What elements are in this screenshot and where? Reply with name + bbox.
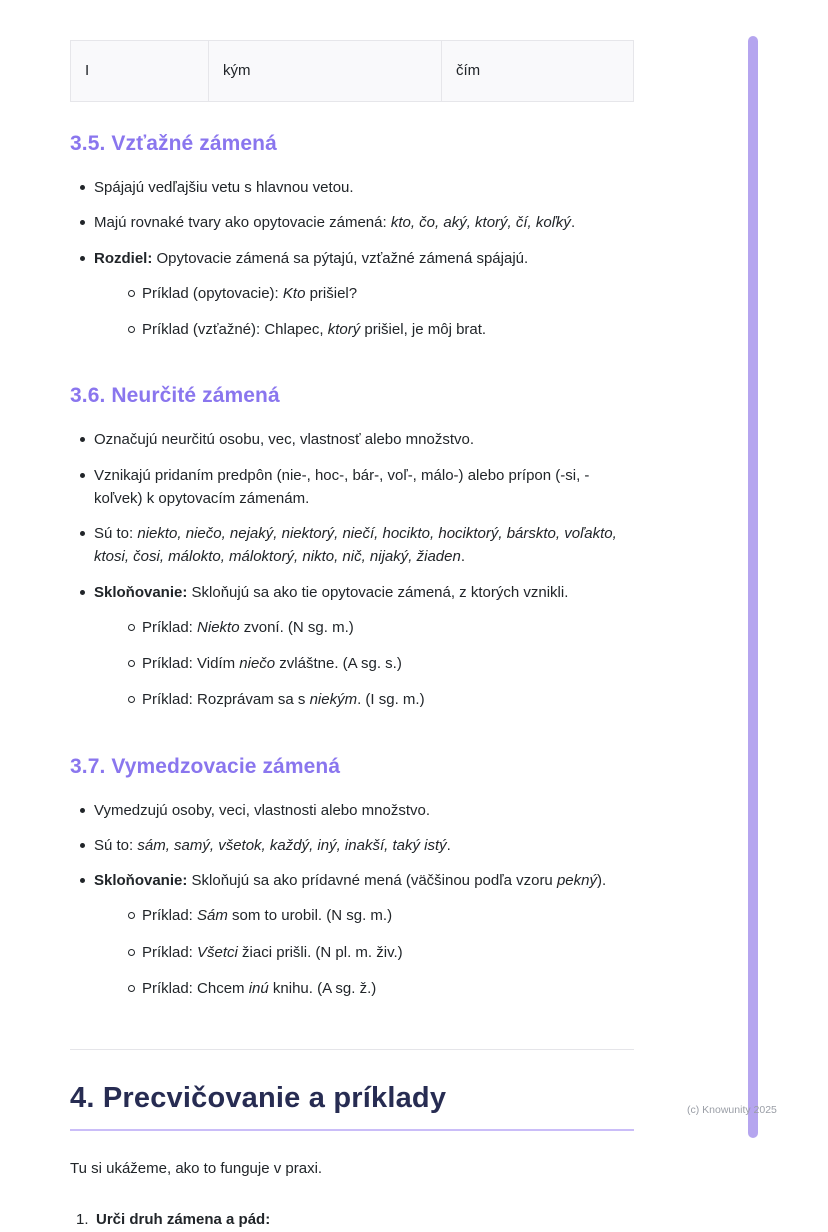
text-segment: prišiel? — [305, 284, 358, 302]
text-segment: Príklad (opytovacie): — [142, 284, 283, 302]
sub-list-item-text — [142, 652, 634, 675]
bullet-icon — [80, 247, 94, 270]
sub-bullet-icon — [128, 688, 142, 711]
bullet-icon — [80, 176, 94, 199]
sub-list-item — [128, 616, 634, 639]
bullet-icon — [80, 869, 94, 892]
text-segment: kto, čo, aký, ktorý, čí, koľký — [390, 214, 571, 232]
text-segment: zvoní. (N sg. m.) — [239, 618, 354, 636]
bullet-icon — [80, 834, 94, 857]
text-segment: Príklad: — [142, 618, 198, 636]
list-item — [70, 247, 634, 355]
sub-list-item — [128, 652, 634, 675]
list-item-text — [94, 581, 634, 725]
list-item-text — [94, 869, 634, 1013]
chapter-title-4: 4. Precvičovanie a príklady — [70, 1082, 634, 1131]
text-segment: Všetci — [197, 943, 238, 961]
sub-bullet-icon — [128, 904, 142, 927]
sub-list-item-text — [142, 616, 634, 639]
document-content — [70, 40, 634, 1232]
text-segment: Príklad: Vidím — [142, 655, 240, 672]
sublist — [128, 904, 634, 1000]
text-segment: Príklad (vzťažné): Chlapec, — [142, 321, 328, 338]
sub-list-item — [128, 941, 634, 964]
list-item-text — [94, 799, 634, 822]
list-item — [70, 464, 634, 511]
list-item-text — [94, 428, 634, 451]
text-segment: Spájajú vedľajšiu vetu s hlavnou vetou. — [94, 179, 354, 196]
bullet-icon — [80, 464, 94, 487]
text-segment: . — [570, 214, 576, 232]
list-number: 1. — [76, 1211, 89, 1229]
text-segment: Príklad: Chcem — [142, 979, 249, 997]
list-item — [70, 428, 634, 451]
table-cell-case: I — [71, 41, 209, 101]
text-segment: Príklad: Rozprávam sa s — [142, 691, 310, 709]
sub-list-item-text — [142, 688, 634, 711]
text-segment: Skloňovanie: — [94, 872, 188, 889]
text-segment: Skloňovanie: — [94, 583, 188, 601]
list-item-text — [94, 834, 634, 857]
text-segment: inú — [248, 979, 269, 997]
text-segment: Príklad: — [142, 907, 198, 925]
declension-table-fragment — [70, 40, 634, 102]
text-segment: ktorý — [327, 321, 361, 338]
text-segment: Príklad: — [142, 943, 198, 961]
sublist — [128, 282, 634, 342]
sub-bullet-icon — [128, 616, 142, 639]
list-item-line — [94, 584, 568, 601]
list-item — [70, 869, 634, 1013]
text-segment: niekto, niečo, nejaký, niektorý, niečí, hocikto, hociktorý, bárskto, voľakto, ktosi, čosi, málokto, máloktorý, nikto, nič, nijaký, žiaden — [94, 525, 617, 566]
table-cell: kým — [209, 41, 442, 101]
list-item — [70, 581, 634, 725]
list-item-text — [94, 247, 634, 355]
text-segment: . — [460, 548, 465, 566]
text-segment: . — [446, 836, 451, 854]
sub-list-item-text — [142, 977, 634, 1000]
section-title-3-6: 3.6. Neurčité zámená — [70, 384, 280, 408]
sub-list-item-text — [142, 282, 634, 305]
list-item — [70, 176, 634, 199]
sublist — [128, 616, 634, 712]
sub-list-item-text — [142, 318, 634, 341]
list-item-text — [94, 464, 634, 511]
text-segment: Sú to: — [94, 525, 138, 542]
text-segment: sám, samý, všetok, každý, iný, inakší, taký istý — [137, 836, 447, 854]
numbered-list-item — [70, 1208, 634, 1231]
sub-list-item — [128, 688, 634, 711]
sub-list-item — [128, 318, 634, 341]
sub-bullet-icon — [128, 318, 142, 341]
text-segment: Označujú neurčitú osobu, vec, vlastnosť alebo množstvo. — [94, 431, 474, 449]
section-title-3-7: 3.7. Vymedzovacie zámená — [70, 754, 341, 778]
sub-list-item — [128, 282, 634, 305]
section-divider — [70, 1049, 634, 1050]
text-segment: Niekto — [197, 618, 240, 636]
text-segment: Sám — [197, 907, 228, 925]
sub-bullet-icon — [128, 652, 142, 675]
table-cell: čím — [456, 62, 481, 79]
text-segment: Skloňujú sa ako tie opytovacie zámená, z ktorých vznikli. — [187, 583, 569, 601]
sub-list-item — [128, 904, 634, 927]
list-item-text — [94, 522, 634, 569]
text-segment: pekný — [556, 872, 597, 889]
sub-bullet-icon — [128, 977, 142, 1000]
sub-bullet-icon — [128, 941, 142, 964]
section-title-3-5: 3.5. Vzťažné zámená — [70, 132, 277, 155]
sub-list-item-text — [142, 941, 634, 964]
sub-bullet-icon — [128, 282, 142, 305]
numbered-item-text — [96, 1208, 634, 1231]
text-segment: . (I sg. m.) — [357, 691, 425, 709]
text-segment: som to urobil. (N sg. m.) — [227, 907, 393, 925]
text-segment: niečo — [239, 655, 276, 672]
sub-list-item — [128, 977, 634, 1000]
text-segment: Rozdiel: — [94, 249, 153, 267]
text-segment: prišiel, je môj brat. — [360, 321, 487, 338]
scrollbar-thumb[interactable] — [748, 36, 758, 1138]
text-segment: Skloňujú sa ako prídavné mená (väčšinou podľa vzoru — [187, 872, 557, 889]
text-segment: žiaci prišli. (N pl. m. živ.) — [237, 943, 403, 961]
text-segment: Opytovacie zámená sa pýtajú, vzťažné zámená spájajú. — [152, 249, 529, 267]
text-segment: Urči druh zámena a pád: — [96, 1211, 271, 1229]
list-item-text — [94, 176, 634, 199]
list-item-line — [94, 250, 528, 267]
bullet-icon — [80, 799, 94, 822]
text-segment: Vymedzujú osoby, veci, vlastnosti alebo množstvo. — [94, 801, 430, 819]
text-segment: Kto — [282, 284, 306, 302]
text-segment: knihu. (A sg. ž.) — [268, 979, 377, 997]
list-item — [70, 799, 634, 822]
bullet-icon — [80, 522, 94, 545]
text-segment: zvláštne. (A sg. s.) — [275, 655, 402, 672]
text-segment: niekým — [309, 691, 358, 709]
text-segment: Sú to: — [94, 836, 138, 854]
sub-list-item-text — [142, 904, 634, 927]
list-item — [70, 211, 634, 234]
text-segment: Majú rovnaké tvary ako opytovacie zámená: — [94, 214, 391, 232]
list-item-line — [94, 872, 606, 889]
bullet-icon — [80, 581, 94, 604]
bullet-icon — [80, 211, 94, 234]
chapter-intro-text: Tu si ukážeme, ako to funguje v praxi. — [70, 1160, 323, 1177]
watermark: (c) Knowunity 2025 — [687, 1104, 777, 1116]
bullet-icon — [80, 428, 94, 451]
list-item — [70, 834, 634, 857]
text-segment: Vznikajú pridaním predpôn (nie-, hoc-, bár-, voľ-, málo-) alebo prípon (-si, -koľvek) k opytovacím zámenám. — [94, 466, 590, 507]
list-item — [70, 522, 634, 569]
list-item-text — [94, 211, 634, 234]
text-segment: ). — [596, 872, 607, 889]
